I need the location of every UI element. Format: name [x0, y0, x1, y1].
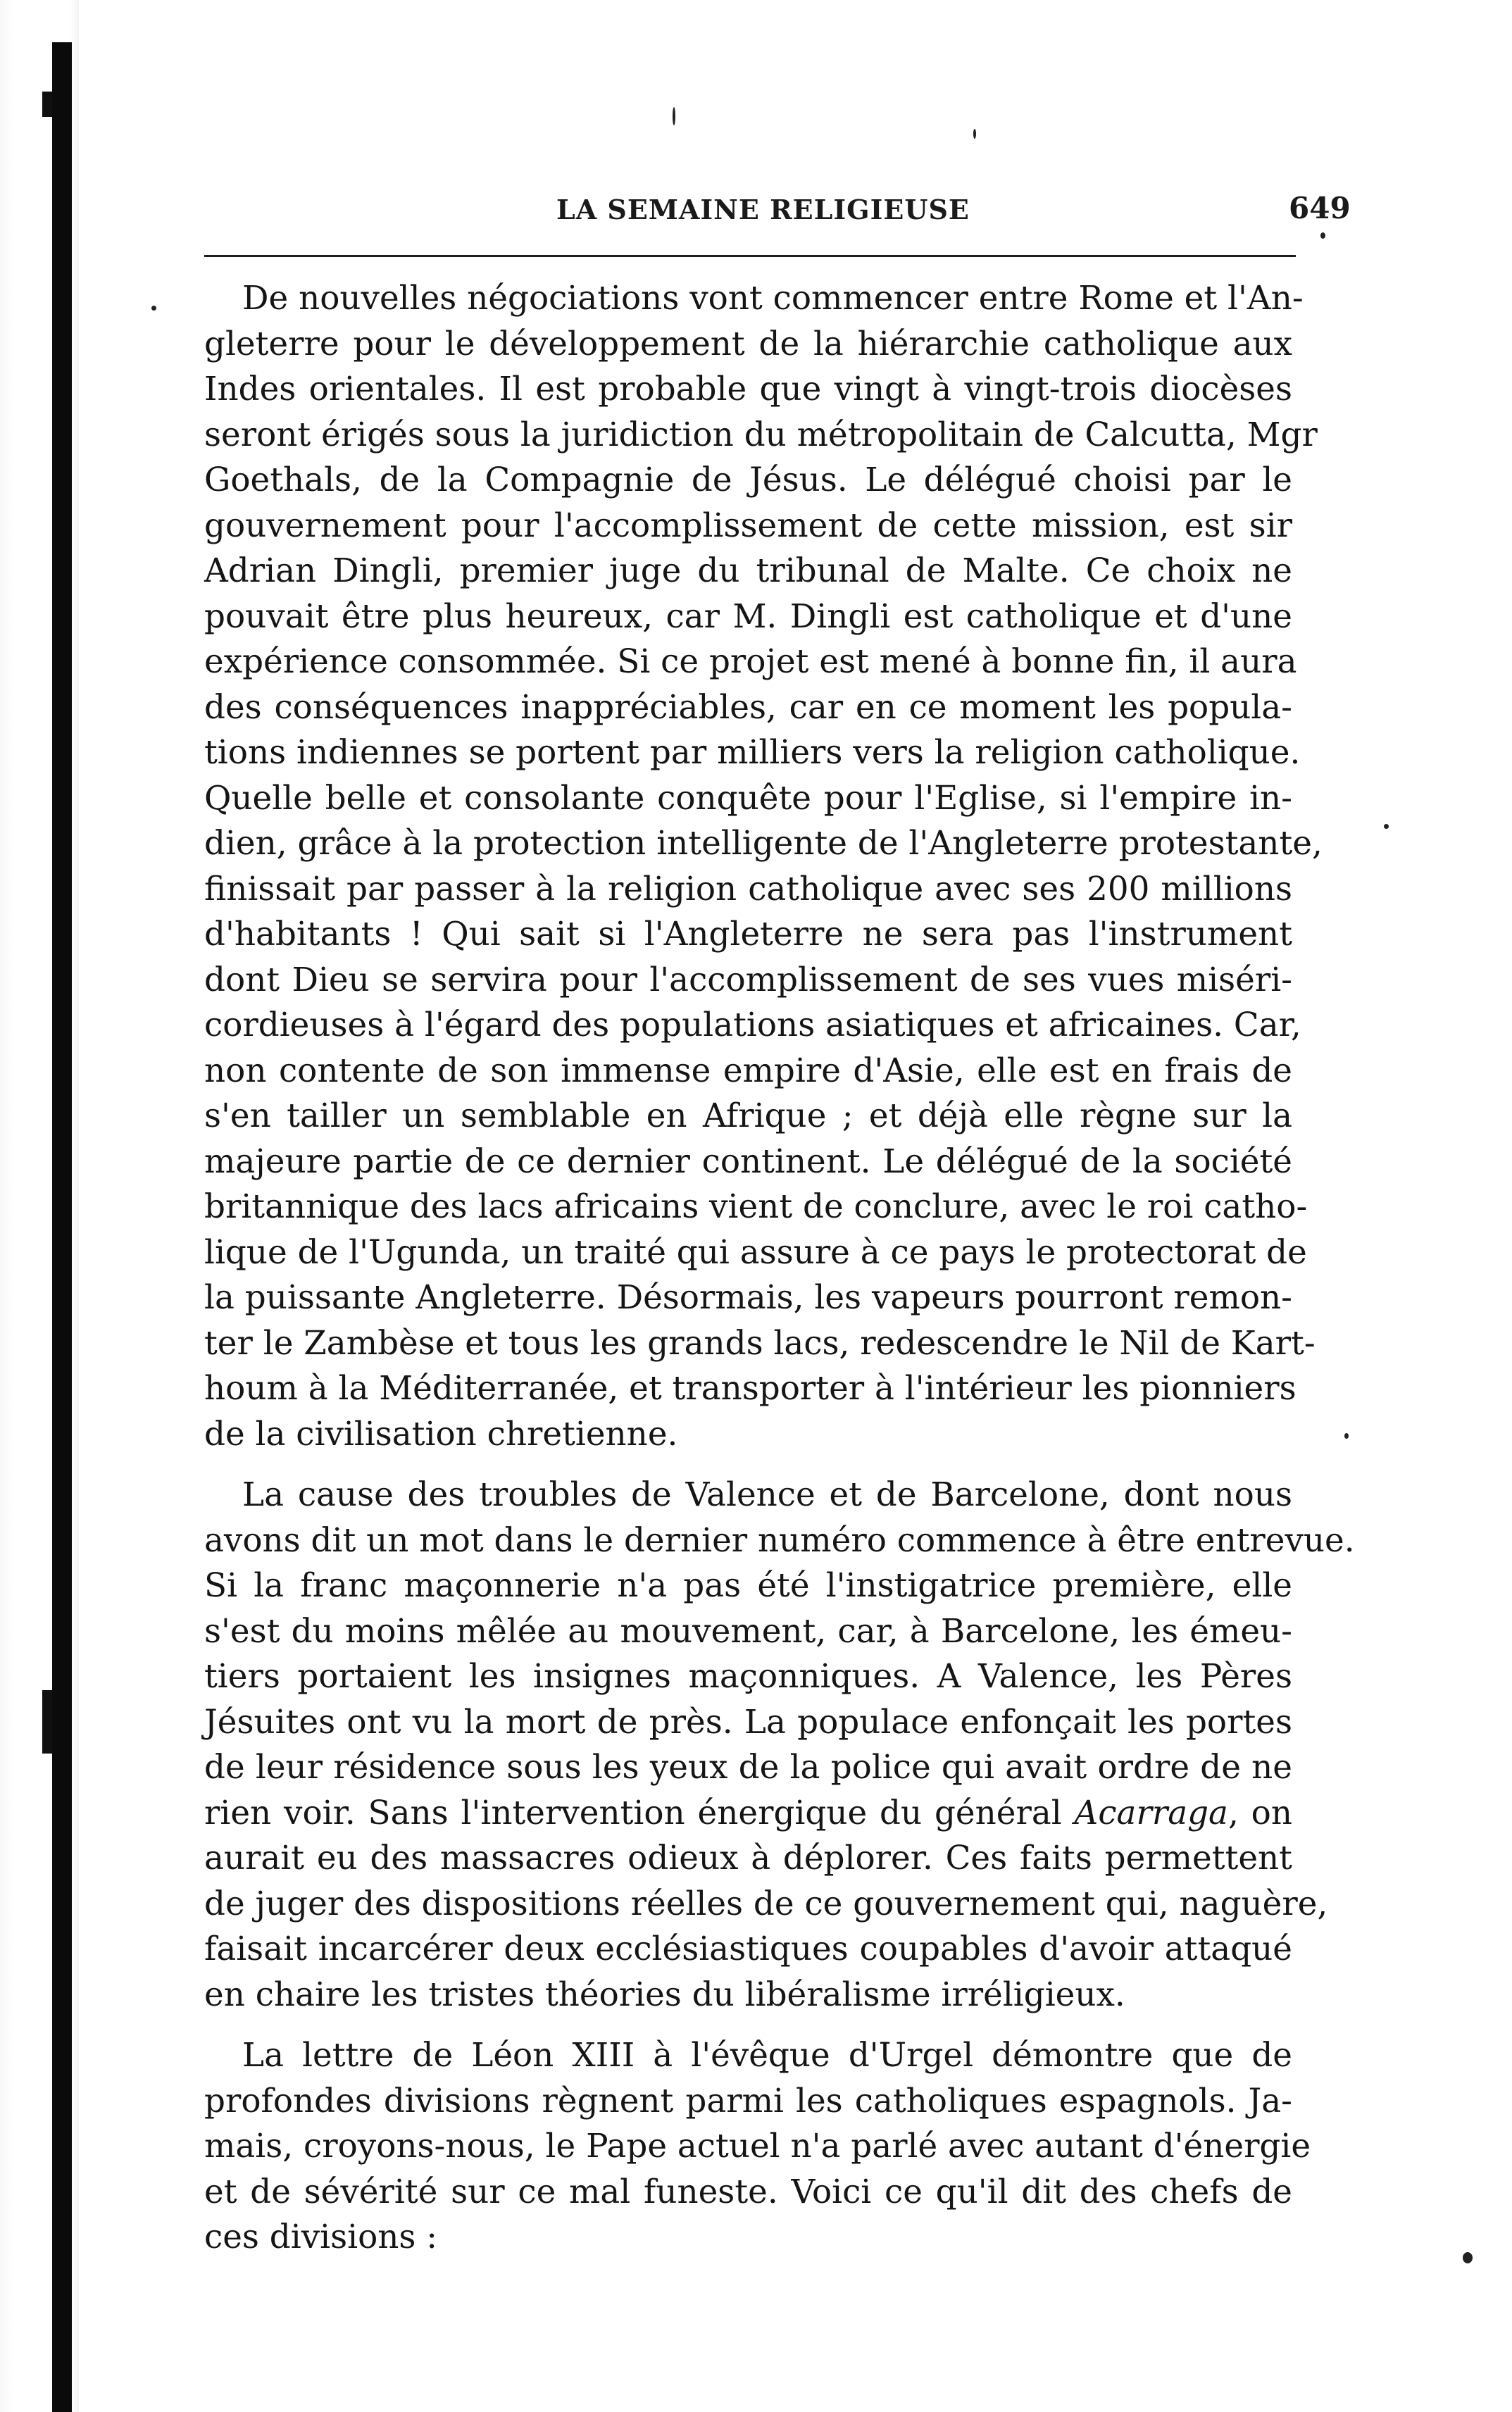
text-line: s'est du moins mêlée au mouvement, car, à Barcelone, les émeu- [204, 1612, 1292, 1651]
scan-speck [673, 107, 675, 125]
text-line: de la civilisation chretienne. [204, 1415, 678, 1454]
article-body [204, 276, 1355, 2261]
scan-speck [1384, 824, 1389, 829]
text-line: La cause des troubles de Valence et de Barcelone, dont nous [242, 1476, 1292, 1514]
text-line: Jésuites ont vu la mort de près. La populace enfonçait les portes [204, 1703, 1292, 1742]
scan-speck [1344, 1433, 1349, 1439]
text-line: ces divisions : [204, 2218, 438, 2256]
text-line: tions indiennes se portent par milliers vers la religion catholique. [204, 734, 1301, 772]
text-line: dien, grâce à la protection intelligente de l'Angleterre protestante, [204, 825, 1323, 863]
text-line: De nouvelles négociations vont commencer entre Rome et l'An- [242, 280, 1304, 318]
text-line: la puissante Angleterre. Désormais, les vapeurs pourront remon- [204, 1279, 1292, 1317]
text-line: tiers portaient les insignes maçonniques. A Valence, les Pères [204, 1658, 1292, 1696]
text-line: dont Dieu se servira pour l'accomplissement de ses vues miséri- [204, 961, 1292, 999]
text-fragment: , on [1227, 1794, 1292, 1832]
text-line: majeure partie de ce dernier continent. Le délégué de la société [204, 1142, 1292, 1181]
page-number: 649 [1289, 191, 1351, 225]
text-line: de leur résidence sous les yeux de la police qui avait ordre de ne [204, 1749, 1292, 1787]
text-fragment: rien voir. Sans l'intervention énergique du général [204, 1794, 1075, 1832]
text-line: La lettre de Léon XIII à l'évêque d'Urgel démontre que de [242, 2037, 1292, 2075]
text-line: seront érigés sous la juridiction du métropolitain de Calcutta, Mgr [204, 415, 1318, 454]
binding-shadow [52, 42, 72, 2412]
text-line: en chaire les tristes théories du libéralisme irréligieux. [204, 1975, 1125, 2014]
text-line: houm à la Méditerranée, et transporter à l'intérieur les pionniers [204, 1370, 1297, 1408]
text-line: Si la franc maçonnerie n'a pas été l'instigatrice première, elle [204, 1567, 1292, 1605]
text-line: aurait eu des massacres odieux à déplorer. Ces faits permettent [204, 1839, 1292, 1877]
scan-speck [1463, 2252, 1473, 2263]
binding-fragment [42, 1690, 52, 1754]
text-line: non contente de son immense empire d'Asie, elle est en frais de [204, 1051, 1292, 1090]
text-line: des conséquences inappréciables, car en ce moment les popula- [204, 688, 1292, 727]
text-line: et de sévérité sur ce mal funeste. Voici ce qu'il dit des chefs de [204, 2173, 1292, 2211]
text-line: gouvernement pour l'accomplissement de cette mission, est sir [204, 506, 1292, 545]
text-line [204, 1791, 1292, 1837]
paragraph-spain-troubles [204, 1473, 1355, 2018]
text-line: Adrian Dingli, premier juge du tribunal de Malte. Ce choix ne [204, 552, 1292, 590]
paragraph-indies [204, 276, 1323, 1457]
text-line: mais, croyons-nous, le Pape actuel n'a parlé avec autant d'énergie [204, 2127, 1311, 2166]
text-line: s'en tailler un semblable en Afrique ; et déjà elle règne sur la [204, 1097, 1292, 1135]
header-rule [204, 255, 1296, 257]
text-line: avons dit un mot dans le dernier numéro commence à être entrevue. [204, 1521, 1355, 1560]
running-title: LA SEMAINE RELIGIEUSE [556, 194, 970, 225]
paragraph-leo-xiii-letter [204, 2033, 1311, 2261]
italic-name: Acarraga [1074, 1794, 1228, 1832]
text-line: pouvait être plus heureux, car M. Dingli est catholique et d'une [204, 597, 1292, 636]
text-line: lique de l'Ugunda, un traité qui assure à ce pays le protectorat de [204, 1233, 1307, 1272]
text-line: Indes orientales. Il est probable que vingt à vingt-trois diocèses [204, 370, 1292, 408]
text-line: faisait incarcérer deux ecclésiastiques coupables d'avoir attaqué [204, 1930, 1292, 1968]
text-line: expérience consommée. Si ce projet est mené à bonne fin, il aura [204, 643, 1297, 681]
text-line: finissait par passer à la religion catholique avec ses 200 millions [204, 870, 1292, 908]
text-line: cordieuses à l'égard des populations asiatiques et africaines. Car, [204, 1006, 1301, 1044]
text-line: gleterre pour le développement de la hiérarchie catholique aux [204, 325, 1292, 363]
binding-fragment [42, 92, 52, 117]
text-line: de juger des dispositions réelles de ce gouvernement qui, naguère, [204, 1885, 1328, 1923]
text-line: Goethals, de la Compagnie de Jésus. Le délégué choisi par le [204, 461, 1292, 499]
text-line: d'habitants ! Qui sait si l'Angleterre ne sera pas l'instrument [204, 916, 1292, 954]
running-header [204, 191, 1366, 236]
text-line: britannique des lacs africains vient de conclure, avec le roi catho- [204, 1188, 1308, 1226]
text-line: profondes divisions règnent parmi les catholiques espagnols. Ja- [204, 2082, 1292, 2120]
text-line: ter le Zambèse et tous les grands lacs, redescendre le Nil de Kart- [204, 1324, 1316, 1363]
scan-speck [973, 129, 976, 139]
text-line: Quelle belle et consolante conquête pour l'Eglise, si l'empire in- [204, 779, 1292, 818]
scan-speck [151, 306, 156, 311]
